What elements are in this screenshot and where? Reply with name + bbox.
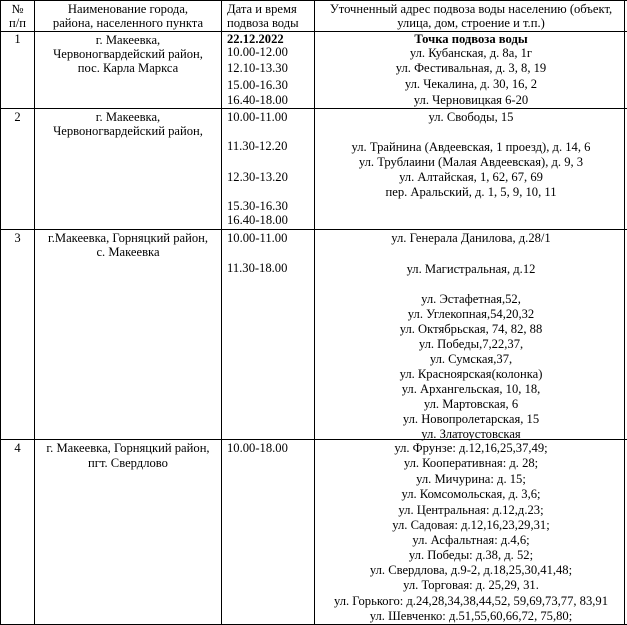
- row-divider: [0, 229, 627, 230]
- column-divider: [221, 0, 222, 625]
- address: ул. Черновицкая 6-20: [413, 93, 529, 107]
- settlement-name: пгт. Свердлово: [88, 456, 168, 470]
- header-address: Уточненный адрес подвоза воды населению (объект,: [329, 2, 613, 16]
- delivery-time: 12.10-13.30: [227, 61, 288, 75]
- delivery-time: 15.30-16.30: [227, 199, 288, 213]
- address: ул. Садовая: д.12,16,23,29,31;: [392, 518, 550, 532]
- address: ул. Октябрьская, 74, 82, 88: [399, 322, 543, 336]
- address: ул. Эстафетная,52,: [421, 292, 521, 306]
- settlement-name: Червоногвардейский район,: [53, 124, 203, 138]
- header-address: улица, дом, строение и т.п.): [397, 16, 545, 30]
- address: ул. Асфальтная: д.4,6;: [412, 533, 530, 547]
- header-num: №: [11, 2, 24, 16]
- delivery-time: 15.00-16.30: [227, 78, 288, 92]
- address: ул. Красноярская(колонка): [399, 367, 543, 381]
- address: пер. Аральский, д. 1, 5, 9, 10, 11: [385, 185, 557, 199]
- header-name: Наименование города,: [67, 2, 189, 16]
- address: ул. Победы,7,22,37,: [418, 337, 524, 351]
- delivery-time: 16.40-18.00: [227, 93, 288, 107]
- column-divider: [34, 0, 35, 625]
- address: ул. Трублаини (Малая Авдеевская), д. 9, 3: [358, 155, 584, 169]
- settlement-name: г.Макеевка, Горняцкий район,: [47, 231, 209, 245]
- address: ул. Генерала Данилова, д.28/1: [391, 231, 551, 245]
- address: ул. Фестивальная, д. 3, 8, 19: [395, 61, 547, 75]
- address: ул. Фрунзе: д.12,16,25,37,49;: [394, 441, 548, 455]
- address-heading: Точка подвоза воды: [414, 32, 528, 46]
- row-number: 2: [14, 110, 21, 124]
- address: ул. Кубанская, д. 8а, 1г: [409, 46, 533, 60]
- table-border-top: [0, 0, 627, 1]
- address: ул. Углекопная,54,20,32: [407, 307, 535, 321]
- address: ул. Мичурина: д. 15;: [416, 472, 526, 486]
- settlement-name: Червоногвардейский район,: [53, 47, 203, 61]
- address: ул. Комсомольская, д. 3,6;: [401, 487, 541, 501]
- delivery-time: 11.30-18.00: [227, 261, 288, 275]
- address: ул. Торговая: д. 25,29, 31.: [403, 578, 539, 592]
- address: ул. Златоустовская: [421, 427, 521, 441]
- address: ул. Сумская,37,: [429, 352, 513, 366]
- delivery-time: 10.00-12.00: [227, 45, 288, 59]
- header-num: п/п: [9, 16, 26, 30]
- row-number: 3: [14, 231, 21, 245]
- column-divider: [314, 0, 315, 625]
- delivery-date: 22.12.2022: [227, 32, 284, 46]
- address: ул. Алтайская, 1, 62, 67, 69: [399, 170, 543, 184]
- address: ул. Горького: д.24,28,34,38,44,52, 59,69,73,77, 83,91: [333, 594, 609, 608]
- address: ул. Чекалина, д. 30, 16, 2: [404, 77, 538, 91]
- address: ул. Кооперативная: д. 28;: [403, 456, 539, 470]
- settlement-name: пос. Карла Маркса: [77, 61, 179, 75]
- delivery-time: 12.30-13.20: [227, 170, 288, 184]
- header-name: района, населенного пункта: [52, 16, 204, 30]
- header-time: Дата и время: [227, 2, 297, 16]
- address: ул. Свободы, 15: [428, 110, 514, 124]
- address: ул. Центральная: д.12,д.23;: [398, 503, 544, 517]
- settlement-name: г. Макеевка,: [95, 110, 161, 124]
- address: ул. Архангельская, 10, 18,: [401, 382, 541, 396]
- delivery-time: 10.00-18.00: [227, 441, 288, 455]
- delivery-time: 10.00-11.00: [227, 110, 288, 124]
- address: ул. Мартовская, 6: [423, 397, 519, 411]
- header-time: подвоза воды: [227, 16, 299, 30]
- row-number: 4: [14, 441, 21, 455]
- address: ул. Новопролетарская, 15: [402, 412, 540, 426]
- settlement-name: г. Макеевка, Горняцкий район,: [46, 441, 210, 455]
- address: ул. Шевченко: д.51,55,60,66,72, 75,80;: [369, 609, 573, 623]
- address: ул. Магистральная, д.12: [406, 262, 536, 276]
- row-number: 1: [14, 32, 21, 46]
- delivery-time: 10.00-11.00: [227, 231, 288, 245]
- settlement-name: с. Макеевка: [96, 245, 160, 259]
- address: ул. Победы: д.38, д. 52;: [408, 548, 534, 562]
- settlement-name: г. Макеевка,: [95, 33, 161, 47]
- table-border-right: [624, 0, 625, 625]
- row-divider: [0, 108, 627, 109]
- delivery-time: 11.30-12.20: [227, 139, 288, 153]
- table-border-left: [0, 0, 1, 625]
- address: ул. Свердлова, д.9-2, д.18,25,30,41,48;: [369, 563, 573, 577]
- address: ул. Трайнина (Авдеевская, 1 проезд), д. 14, 6: [351, 140, 591, 154]
- delivery-time: 16.40-18.00: [227, 213, 288, 227]
